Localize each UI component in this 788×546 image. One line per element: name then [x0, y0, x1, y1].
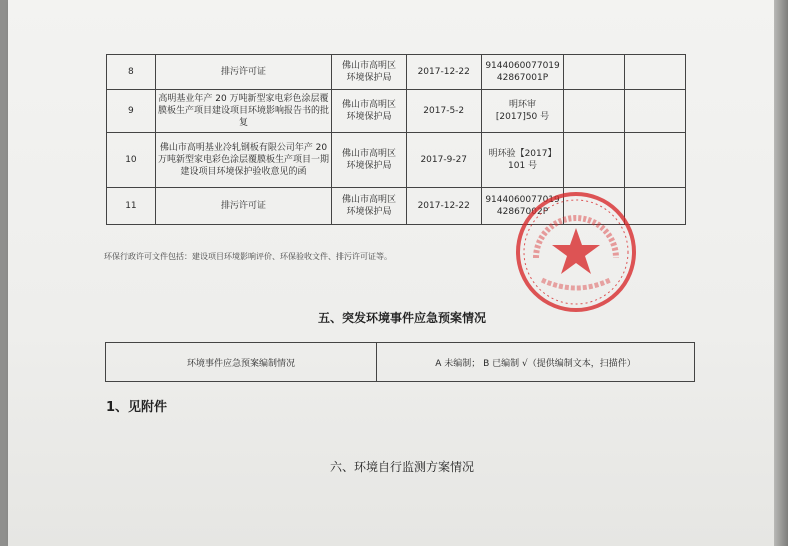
page-edge-shadow	[774, 0, 788, 546]
permit-document: 高明基业年产 20 万吨新型家电彩色涂层覆膜板生产项目建设项目环境影响报告书的批复	[155, 90, 331, 133]
permit-document: 佛山市高明基业冷轧钢板有限公司年产 20 万吨新型家电彩色涂层覆膜板生产项目一期建设项目环境保护验收意见的函	[155, 133, 331, 188]
empty-cell	[564, 55, 625, 90]
table-row	[107, 55, 686, 90]
row-number: 11	[107, 188, 156, 225]
empty-cell	[564, 90, 625, 133]
row-number: 9	[107, 90, 156, 133]
permit-number: 914406007701942867002P	[481, 188, 564, 225]
permit-document: 排污许可证	[155, 55, 331, 90]
table-row	[106, 343, 695, 382]
plan-label: 环境事件应急预案编制情况	[106, 343, 377, 382]
table-row	[107, 133, 686, 188]
empty-cell	[625, 133, 686, 188]
empty-cell	[625, 55, 686, 90]
table-row	[107, 188, 686, 225]
permit-note: 环保行政许可文件包括：建设项目环境影响评价、环保验收文件、排污许可证等。	[104, 252, 392, 261]
issuing-authority: 佛山市高明区 环境保护局	[332, 133, 407, 188]
empty-cell	[564, 133, 625, 188]
document-page	[8, 0, 774, 546]
attachment-note: 1、见附件	[106, 400, 168, 415]
issuing-authority: 佛山市高明区 环境保护局	[332, 188, 407, 225]
permit-table	[106, 54, 686, 225]
table-row	[107, 90, 686, 133]
empty-cell	[625, 188, 686, 225]
issue-date: 2017-12-22	[406, 188, 481, 225]
empty-cell	[625, 90, 686, 133]
permit-document: 排污许可证	[155, 188, 331, 225]
row-number: 8	[107, 55, 156, 90]
issuing-authority: 佛山市高明区 环境保护局	[332, 90, 407, 133]
issue-date: 2017-12-22	[406, 55, 481, 90]
issue-date: 2017-9-27	[406, 133, 481, 188]
issuing-authority: 佛山市高明区 环境保护局	[332, 55, 407, 90]
permit-number: 明环审 [2017]50 号	[481, 90, 564, 133]
issue-date: 2017-5-2	[406, 90, 481, 133]
permit-number: 914406007701942867001P	[481, 55, 564, 90]
row-number: 10	[107, 133, 156, 188]
emergency-plan-table	[105, 342, 695, 382]
section-6-title: 六、环境自行监测方案情况	[329, 460, 474, 474]
section-5-title: 五、突发环境事件应急预案情况	[317, 311, 486, 325]
permit-number: 明环验【2017】 101 号	[481, 133, 564, 188]
empty-cell	[564, 188, 625, 225]
plan-status: A 未编制； B 已编制 √（提供编制文本，扫描件）	[377, 343, 695, 382]
